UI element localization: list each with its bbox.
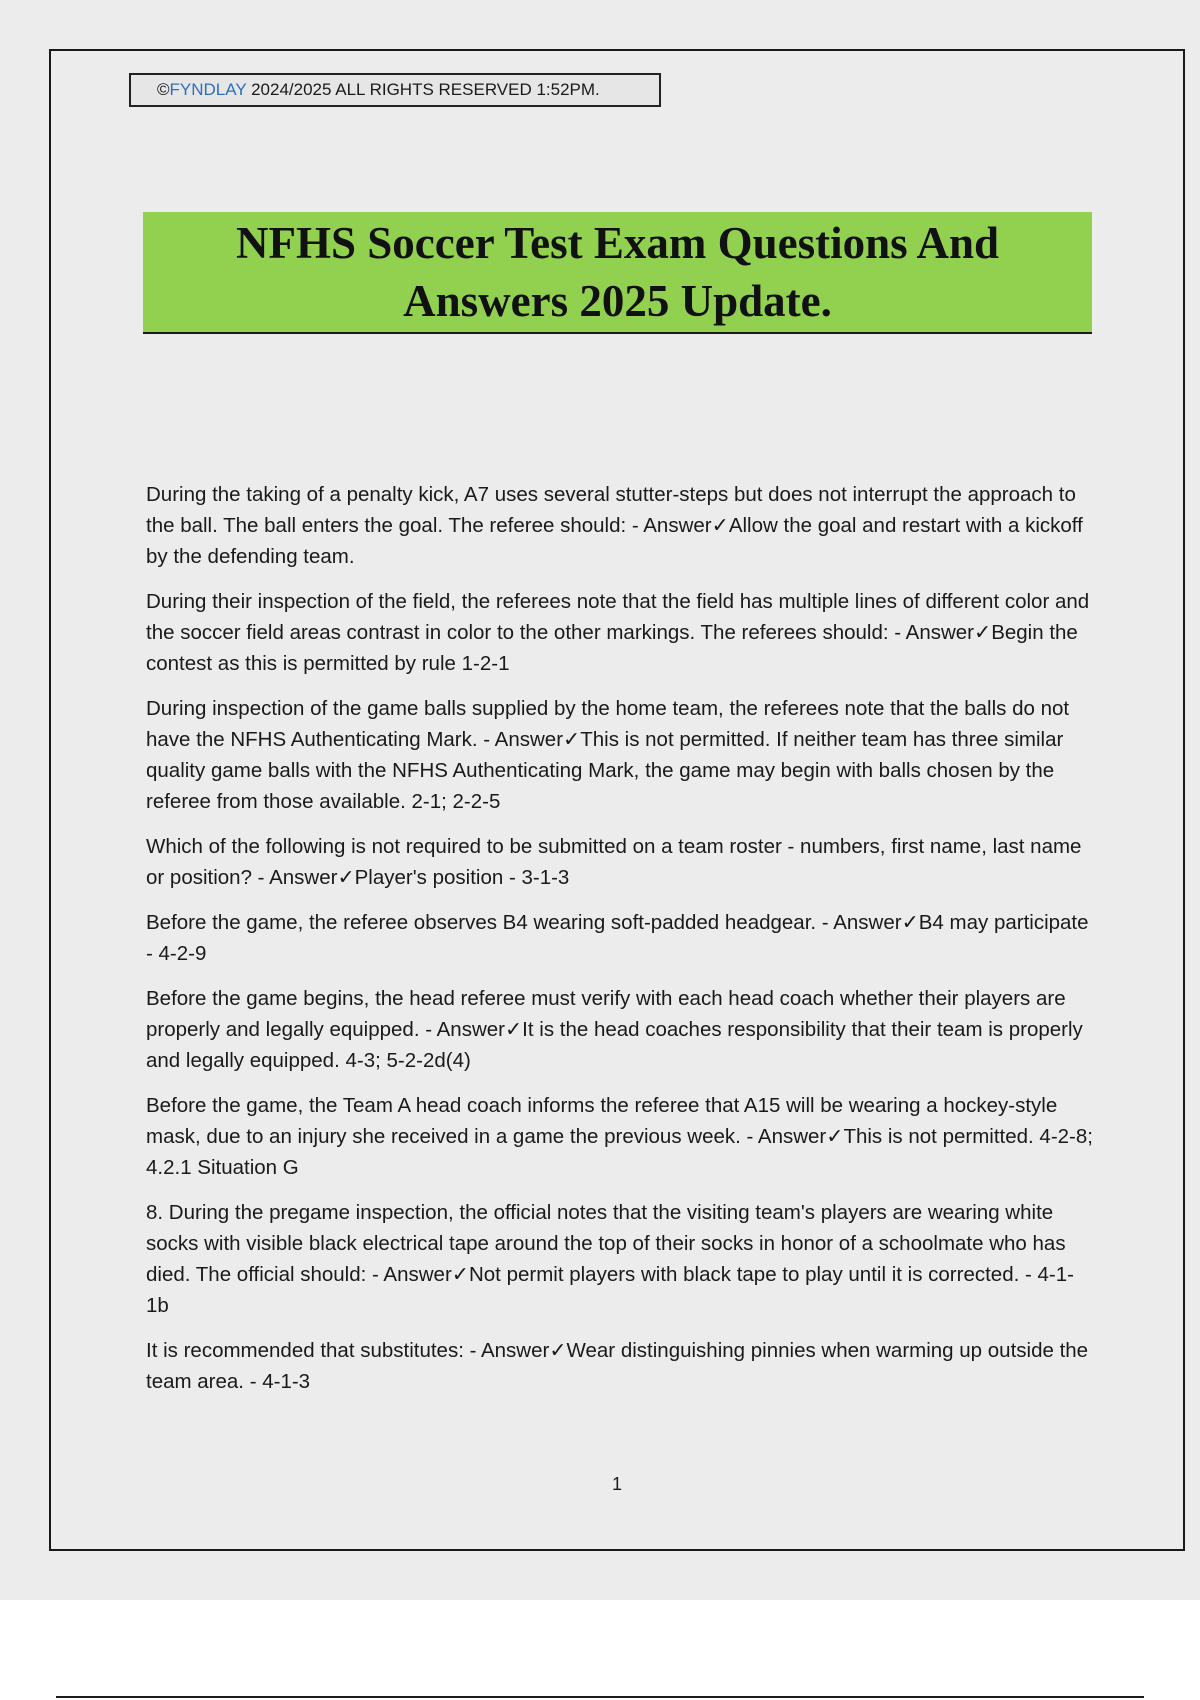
check-mark-icon: ✓: [549, 1339, 567, 1362]
qa-list: [146, 479, 1096, 1411]
answer-text: It is the head coaches responsibility that their team is properly and legally equipped. 4-3; 5-2-2d(4): [146, 1018, 1083, 1072]
check-mark-icon: ✓: [563, 728, 581, 751]
check-mark-icon: ✓: [826, 1125, 844, 1148]
answer-text: This is not permitted. 4-2-8; 4.2.1 Situation G: [146, 1125, 1093, 1179]
copyright-brand: FYNDLAY: [169, 80, 247, 99]
question-text: During inspection of the game balls supplied by the home team, the referees note that the balls do not have the NFHS Authenticating Mark. - Answer: [146, 697, 1070, 751]
copyright-text: 2024/2025 ALL RIGHTS RESERVED 1:52PM.: [246, 80, 600, 99]
answer-text: Allow the goal and restart with a kickoff by the defending team.: [146, 514, 1083, 568]
question-text: During the taking of a penalty kick, A7 uses several stutter-steps but does not interrupt the approach to the ball. The ball enters the goal. The referee should: - Answer: [146, 483, 1076, 537]
answer-text: Begin the contest as this is permitted by rule 1-2-1: [146, 621, 1078, 675]
check-mark-icon: ✓: [504, 1018, 523, 1041]
qa-item: [146, 983, 1096, 1076]
page-number: 1: [611, 1474, 622, 1494]
answer-text: Player's position - 3-1-3: [354, 866, 570, 889]
qa-item: [146, 479, 1096, 572]
qa-item: [146, 1335, 1096, 1397]
answer-text: Wear distinguishing pinnies when warming up outside the team area. - 4-1-3: [146, 1339, 1089, 1393]
title-line-2: Answers 2025 Update.: [403, 276, 832, 326]
question-text: During their inspection of the field, the referees note that the field has multiple lines of different color and the soccer field areas contrast in color to the other markings. The referees should: - Answer: [146, 590, 1090, 644]
qa-item: [146, 1197, 1096, 1321]
document-title-banner: [143, 212, 1092, 334]
check-mark-icon: ✓: [451, 1263, 469, 1286]
qa-item: [146, 693, 1096, 817]
answer-text: This is not permitted. If neither team has three similar quality game balls with the NFHS Authenticating Mark, the game may begin with balls chosen by the referee from those available. 2-1; 2-2-5: [146, 728, 1064, 813]
check-mark-icon: ✓: [711, 514, 729, 537]
qa-item: [146, 831, 1096, 893]
qa-item: [146, 907, 1096, 969]
question-text: Which of the following is not required to be submitted on a team roster - numbers, first name, last name or position? - Answer: [146, 835, 1082, 889]
check-mark-icon: ✓: [901, 911, 919, 934]
question-text: Before the game begins, the head referee must verify with each head coach whether their players are properly and legally equipped. - Answer: [146, 987, 1066, 1041]
check-mark-icon: ✓: [337, 866, 355, 889]
qa-item: [146, 1090, 1096, 1183]
copyright-symbol: ©: [157, 80, 170, 99]
title-line-1: NFHS Soccer Test Exam Questions And: [235, 218, 1000, 268]
next-page-divider: [56, 1696, 1144, 1698]
question-text: Before the game, the Team A head coach informs the referee that A15 will be wearing a hockey-style mask, due to an injury she received in a game the previous week. - Answer: [146, 1094, 1058, 1148]
answer-text: B4 may participate - 4-2-9: [146, 911, 1089, 965]
copyright-header: [129, 73, 661, 107]
check-mark-icon: ✓: [974, 621, 992, 644]
answer-text: Not permit players with black tape to play until it is corrected. - 4-1-1b: [146, 1263, 1074, 1317]
question-text: It is recommended that substitutes: - Answer: [146, 1339, 550, 1362]
question-text: Before the game, the referee observes B4 wearing soft-padded headgear. - Answer: [146, 911, 902, 934]
question-text: 8. During the pregame inspection, the official notes that the visiting team's players are wearing white socks with visible black electrical tape around the top of their socks in honor of a schoolmate who has died. The official should: - Answer: [146, 1201, 1066, 1286]
qa-item: [146, 586, 1096, 679]
